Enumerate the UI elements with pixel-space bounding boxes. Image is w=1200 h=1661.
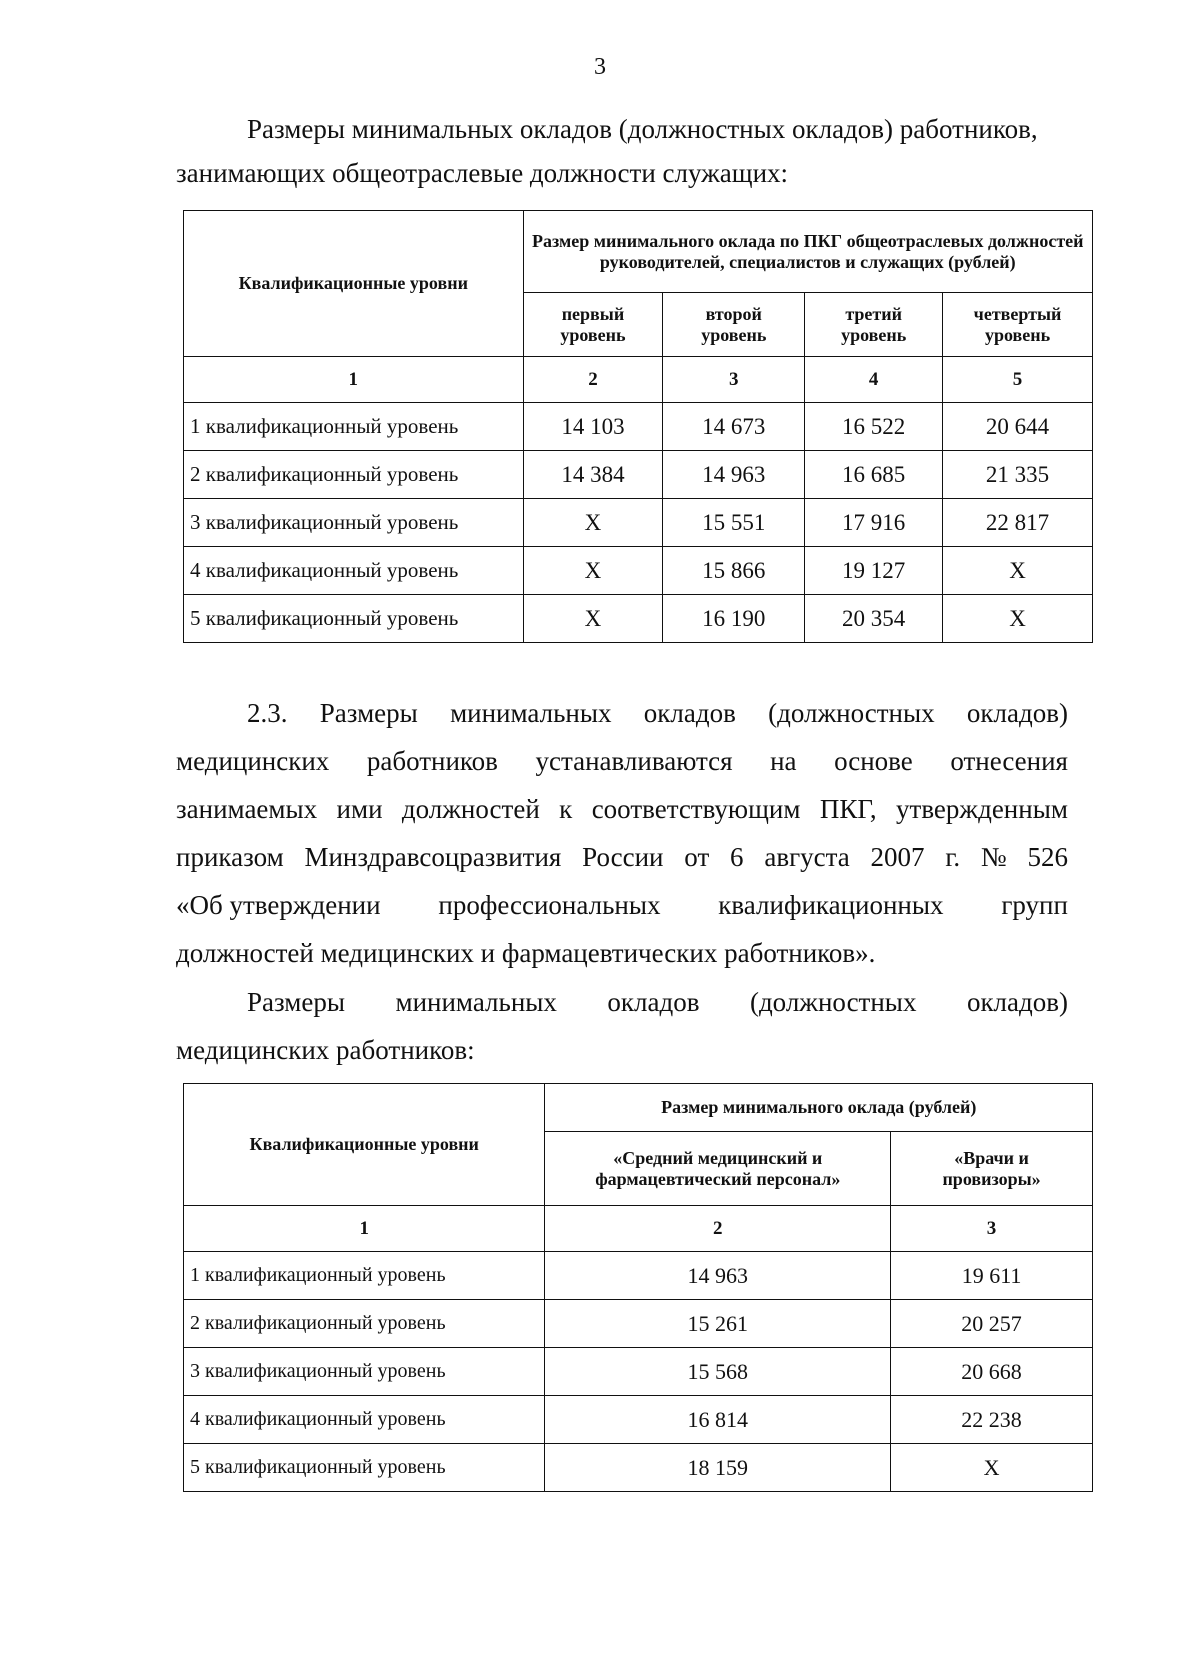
column-number: 2	[545, 1206, 891, 1252]
table-cell: 21 335	[943, 451, 1093, 499]
row-label: 1 квалификационный уровень	[184, 1252, 545, 1300]
row-label: 2 квалификационный уровень	[184, 1300, 545, 1348]
table-employee-salaries	[183, 210, 1093, 643]
table-row	[184, 1396, 1093, 1444]
row-label: 1 квалификационный уровень	[184, 403, 524, 451]
table-cell: X	[523, 595, 663, 643]
para23-line2: медицинских работников устанавливаются на основе отнесения	[176, 746, 1068, 776]
table-cell: X	[523, 499, 663, 547]
para23-line1: 2.3. Размеры минимальных окладов (должностных окладов)	[247, 698, 1068, 728]
table-cell: 16 685	[805, 451, 943, 499]
table-cell: 15 261	[545, 1300, 891, 1348]
column-number: 4	[805, 357, 943, 403]
table-row	[184, 403, 1093, 451]
para23-line4: приказом Минздравсоцразвития России от 6 августа 2007 г. № 526	[176, 842, 1068, 872]
table-row	[184, 499, 1093, 547]
table-cell: 14 673	[663, 403, 805, 451]
table-cell: 20 644	[943, 403, 1093, 451]
table-cell: 20 668	[891, 1348, 1093, 1396]
column-number: 3	[663, 357, 805, 403]
column-number: 1	[184, 357, 524, 403]
table-row	[184, 547, 1093, 595]
table-cell: X	[943, 547, 1093, 595]
column-number: 5	[943, 357, 1093, 403]
table-cell: 15 866	[663, 547, 805, 595]
intro2-line2: медицинских работников:	[176, 1035, 475, 1065]
table-cell: 20 257	[891, 1300, 1093, 1348]
table-cell: 14 963	[545, 1252, 891, 1300]
table-row	[184, 1252, 1093, 1300]
table-cell: X	[943, 595, 1093, 643]
table-row	[184, 1444, 1093, 1492]
para23-line6: должностей медицинских и фармацевтических работников».	[176, 938, 876, 968]
table-row	[184, 1348, 1093, 1396]
table-cell: 14 963	[663, 451, 805, 499]
col-header-qualification-levels: Квалификационные уровни	[184, 211, 524, 357]
row-label: 3 квалификационный уровень	[184, 499, 524, 547]
row-label: 3 квалификационный уровень	[184, 1348, 545, 1396]
table-cell: 18 159	[545, 1444, 891, 1492]
column-number: 1	[184, 1206, 545, 1252]
table-cell: X	[523, 547, 663, 595]
subheader-level-2: второй уровень	[663, 293, 805, 357]
table-cell: 22 238	[891, 1396, 1093, 1444]
table-cell: 20 354	[805, 595, 943, 643]
table-cell: 19 127	[805, 547, 943, 595]
column-number: 3	[891, 1206, 1093, 1252]
table-cell: 16 190	[663, 595, 805, 643]
subheader-doctors: «Врачи и провизоры»	[891, 1132, 1093, 1206]
table-cell: 15 568	[545, 1348, 891, 1396]
group-header-salary: Размер минимального оклада (рублей)	[545, 1084, 1093, 1132]
para23-line5: «Об утверждении профессиональных квалификационных групп	[176, 890, 1068, 920]
table-cell: X	[891, 1444, 1093, 1492]
subheader-nursing-staff: «Средний медицинский и фармацевтический персонал»	[545, 1132, 891, 1206]
table-cell: 22 817	[943, 499, 1093, 547]
intro1-line2: занимающих общеотраслевые должности служащих:	[176, 158, 789, 188]
table-row	[184, 1300, 1093, 1348]
row-label: 2 квалификационный уровень	[184, 451, 524, 499]
subheader-level-4: четвертый уровень	[943, 293, 1093, 357]
table-cell: 15 551	[663, 499, 805, 547]
table-cell: 17 916	[805, 499, 943, 547]
table-cell: 14 384	[523, 451, 663, 499]
table-cell: 19 611	[891, 1252, 1093, 1300]
para23-line3: занимаемых ими должностей к соответствующим ПКГ, утвержденным	[176, 794, 1068, 824]
table-cell: 16 522	[805, 403, 943, 451]
intro1-line1: Размеры минимальных окладов (должностных окладов) работников,	[247, 114, 1038, 144]
table-medical-salaries	[183, 1083, 1093, 1492]
row-label: 4 квалификационный уровень	[184, 1396, 545, 1444]
subheader-level-1: первый уровень	[523, 293, 663, 357]
group-header-salary: Размер минимального оклада по ПКГ общеотраслевых должностей руководителей, специалистов и служащих (рублей)	[523, 211, 1092, 293]
row-label: 5 квалификационный уровень	[184, 1444, 545, 1492]
subheader-level-3: третий уровень	[805, 293, 943, 357]
page-number: 3	[594, 54, 606, 80]
table-cell: 14 103	[523, 403, 663, 451]
table-row	[184, 451, 1093, 499]
column-number: 2	[523, 357, 663, 403]
col-header-qualification-levels: Квалификационные уровни	[184, 1084, 545, 1206]
row-label: 5 квалификационный уровень	[184, 595, 524, 643]
row-label: 4 квалификационный уровень	[184, 547, 524, 595]
table-row	[184, 595, 1093, 643]
intro2-line1: Размеры минимальных окладов (должностных окладов)	[247, 987, 1068, 1017]
table-cell: 16 814	[545, 1396, 891, 1444]
